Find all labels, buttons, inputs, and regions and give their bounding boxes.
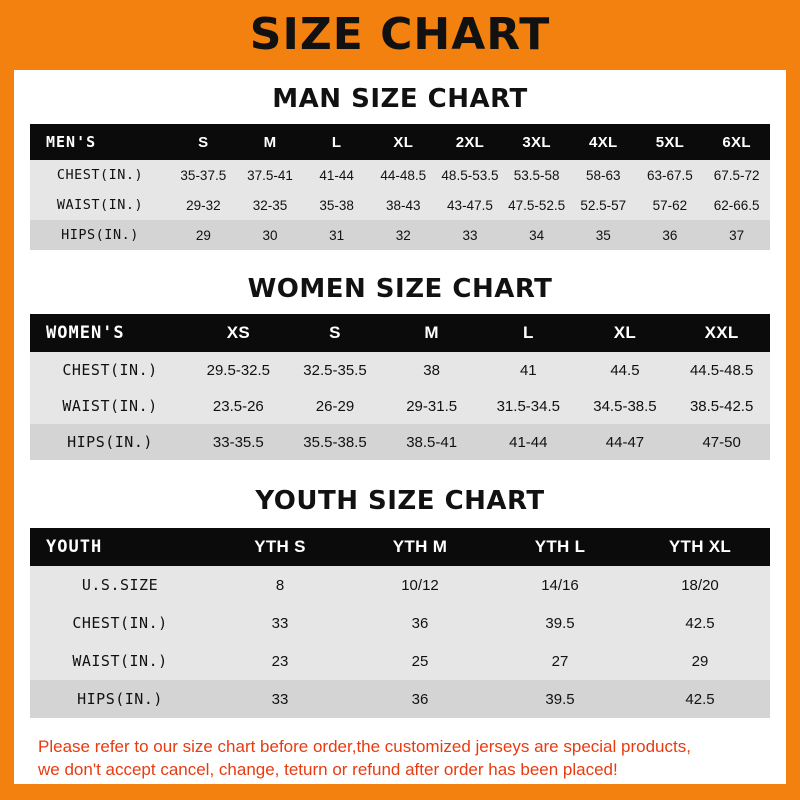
women-header-s: S xyxy=(287,314,384,352)
men-header-4xl: 4XL xyxy=(570,124,637,160)
cell: 33 xyxy=(210,680,350,718)
women-section-title: WOMEN SIZE CHART xyxy=(247,274,553,304)
cell: 47.5-52.5 xyxy=(503,190,570,220)
row-label: HIPS(IN.) xyxy=(30,680,210,718)
cell: 33 xyxy=(210,604,350,642)
cell: 42.5 xyxy=(630,680,770,718)
men-table-head xyxy=(30,124,770,160)
cell: 44-48.5 xyxy=(370,160,437,190)
cell: 39.5 xyxy=(490,680,630,718)
table-row xyxy=(30,352,770,388)
cell: 25 xyxy=(350,642,490,680)
cell: 29 xyxy=(630,642,770,680)
notice-line-2: we don't accept cancel, change, teturn or refund after order has been placed! xyxy=(38,759,618,779)
cell: 53.5-58 xyxy=(503,160,570,190)
cell: 35-38 xyxy=(303,190,370,220)
cell: 34 xyxy=(503,220,570,250)
row-label: CHEST(IN.) xyxy=(30,160,170,190)
men-size-table xyxy=(30,124,770,250)
cell: 37 xyxy=(703,220,770,250)
cell: 14/16 xyxy=(490,566,630,604)
youth-header-yth-xl: YTH XL xyxy=(630,528,770,566)
youth-table-head xyxy=(30,528,770,566)
cell: 29.5-32.5 xyxy=(190,352,287,388)
youth-header-yth-l: YTH L xyxy=(490,528,630,566)
notice-text xyxy=(38,736,762,782)
youth-header-yth-s: YTH S xyxy=(210,528,350,566)
cell: 38 xyxy=(383,352,480,388)
men-header-5xl: 5XL xyxy=(637,124,704,160)
row-label: CHEST(IN.) xyxy=(30,604,210,642)
cell: 43-47.5 xyxy=(437,190,504,220)
cell: 32.5-35.5 xyxy=(287,352,384,388)
man-section-title: MAN SIZE CHART xyxy=(272,84,528,114)
row-label: WAIST(IN.) xyxy=(30,642,210,680)
cell: 41 xyxy=(480,352,577,388)
cell: 18/20 xyxy=(630,566,770,604)
table-header-row xyxy=(30,124,770,160)
cell: 44.5 xyxy=(577,352,674,388)
cell: 62-66.5 xyxy=(703,190,770,220)
cell: 35 xyxy=(570,220,637,250)
cell: 23.5-26 xyxy=(190,388,287,424)
cell: 30 xyxy=(237,220,304,250)
men-header-6xl: 6XL xyxy=(703,124,770,160)
cell: 41-44 xyxy=(480,424,577,460)
cell: 52.5-57 xyxy=(570,190,637,220)
cell: 8 xyxy=(210,566,350,604)
cell: 36 xyxy=(350,680,490,718)
men-header-l: L xyxy=(303,124,370,160)
table-header-row xyxy=(30,528,770,566)
cell: 67.5-72 xyxy=(703,160,770,190)
row-label: WAIST(IN.) xyxy=(30,190,170,220)
table-row xyxy=(30,190,770,220)
cell: 23 xyxy=(210,642,350,680)
women-header-xl: XL xyxy=(577,314,674,352)
women-header-label: WOMEN'S xyxy=(30,314,190,352)
cell: 34.5-38.5 xyxy=(577,388,674,424)
table-row xyxy=(30,424,770,460)
table-row xyxy=(30,220,770,250)
cell: 27 xyxy=(490,642,630,680)
cell: 57-62 xyxy=(637,190,704,220)
bottom-accent-strip xyxy=(0,784,800,800)
women-table-head xyxy=(30,314,770,352)
men-header-xl: XL xyxy=(370,124,437,160)
cell: 38-43 xyxy=(370,190,437,220)
row-label: WAIST(IN.) xyxy=(30,388,190,424)
cell: 63-67.5 xyxy=(637,160,704,190)
women-size-table xyxy=(30,314,770,460)
table-row xyxy=(30,680,770,718)
cell: 33 xyxy=(437,220,504,250)
women-table-body xyxy=(30,352,770,460)
table-row xyxy=(30,642,770,680)
table-row xyxy=(30,566,770,604)
cell: 29-32 xyxy=(170,190,237,220)
cell: 44-47 xyxy=(577,424,674,460)
cell: 31.5-34.5 xyxy=(480,388,577,424)
youth-section-title: YOUTH SIZE CHART xyxy=(255,486,545,516)
women-header-l: L xyxy=(480,314,577,352)
men-header-label: MEN'S xyxy=(30,124,170,160)
cell: 32-35 xyxy=(237,190,304,220)
page-title: SIZE CHART xyxy=(249,9,551,60)
row-label: U.S.SIZE xyxy=(30,566,210,604)
youth-size-table xyxy=(30,528,770,718)
table-row xyxy=(30,160,770,190)
banner xyxy=(0,0,800,70)
women-header-xxl: XXL xyxy=(673,314,770,352)
cell: 29-31.5 xyxy=(383,388,480,424)
men-header-3xl: 3XL xyxy=(503,124,570,160)
cell: 33-35.5 xyxy=(190,424,287,460)
notice-line-1: Please refer to our size chart before order,the customized jerseys are special products, xyxy=(38,737,691,756)
men-header-s: S xyxy=(170,124,237,160)
cell: 47-50 xyxy=(673,424,770,460)
table-row xyxy=(30,604,770,642)
cell: 31 xyxy=(303,220,370,250)
cell: 35-37.5 xyxy=(170,160,237,190)
youth-header-yth-m: YTH M xyxy=(350,528,490,566)
cell: 10/12 xyxy=(350,566,490,604)
content xyxy=(14,84,786,782)
row-label: HIPS(IN.) xyxy=(30,424,190,460)
cell: 41-44 xyxy=(303,160,370,190)
women-header-xs: XS xyxy=(190,314,287,352)
row-label: HIPS(IN.) xyxy=(30,220,170,250)
table-header-row xyxy=(30,314,770,352)
row-label: CHEST(IN.) xyxy=(30,352,190,388)
youth-header-label: YOUTH xyxy=(30,528,210,566)
cell: 44.5-48.5 xyxy=(673,352,770,388)
cell: 37.5-41 xyxy=(237,160,304,190)
table-row xyxy=(30,388,770,424)
men-table-body xyxy=(30,160,770,250)
cell: 38.5-42.5 xyxy=(673,388,770,424)
cell: 48.5-53.5 xyxy=(437,160,504,190)
men-header-2xl: 2XL xyxy=(437,124,504,160)
cell: 35.5-38.5 xyxy=(287,424,384,460)
cell: 39.5 xyxy=(490,604,630,642)
cell: 26-29 xyxy=(287,388,384,424)
cell: 32 xyxy=(370,220,437,250)
cell: 36 xyxy=(637,220,704,250)
cell: 58-63 xyxy=(570,160,637,190)
cell: 38.5-41 xyxy=(383,424,480,460)
men-header-m: M xyxy=(237,124,304,160)
women-header-m: M xyxy=(383,314,480,352)
cell: 29 xyxy=(170,220,237,250)
cell: 42.5 xyxy=(630,604,770,642)
cell: 36 xyxy=(350,604,490,642)
youth-table-body xyxy=(30,566,770,718)
